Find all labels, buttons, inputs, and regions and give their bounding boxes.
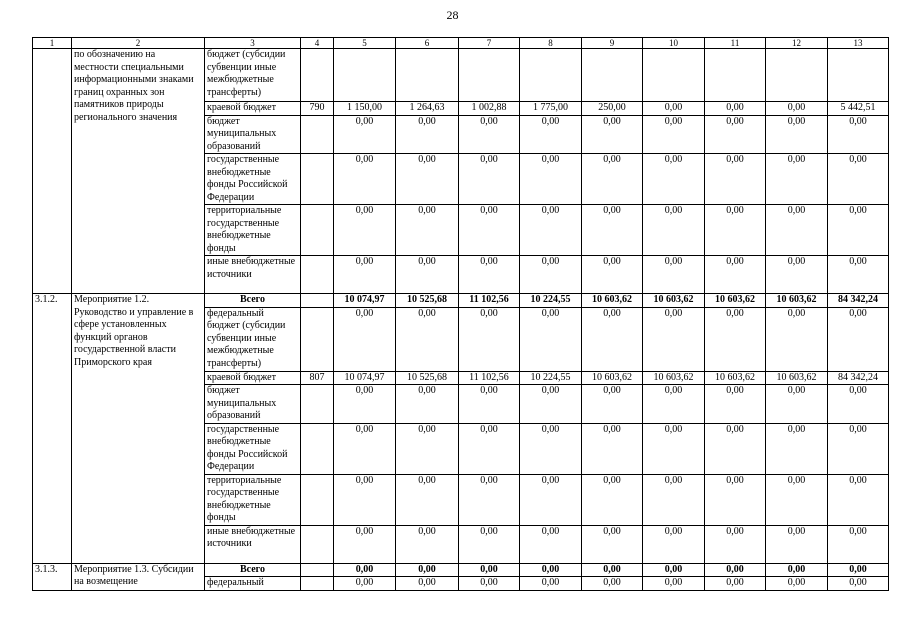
value-cell: 0,00 [459,563,520,577]
value-cell: 0,00 [705,102,766,116]
value-cell: 0,00 [705,474,766,525]
value-cell: 0,00 [643,577,705,591]
value-cell: 0,00 [334,563,396,577]
value-cell: 0,00 [828,525,889,563]
value-cell: 0,00 [766,423,828,474]
funding-source: бюджет муниципальных образований [205,115,301,154]
value-cell [459,49,520,102]
table-row [33,49,889,102]
column-header: 10 [643,38,705,49]
value-cell: 0,00 [766,577,828,591]
value-cell: 10 603,62 [705,371,766,385]
value-cell: 0,00 [334,385,396,424]
value-cell: 0,00 [520,154,582,205]
value-cell: 0,00 [582,385,643,424]
value-cell: 10 074,97 [334,371,396,385]
value-cell: 0,00 [396,525,459,563]
value-cell: 0,00 [705,154,766,205]
column-header: 1 [33,38,72,49]
value-cell: 0,00 [459,205,520,256]
value-cell: 0,00 [459,115,520,154]
value-cell: 0,00 [520,474,582,525]
value-cell: 0,00 [643,563,705,577]
funding-source: иные внебюджетные источники [205,525,301,563]
value-cell: 0,00 [459,385,520,424]
value-cell: 0,00 [396,154,459,205]
value-cell: 0,00 [582,307,643,371]
value-cell: 0,00 [766,115,828,154]
value-cell: 0,00 [334,307,396,371]
grbs-code [301,115,334,154]
budget-table [32,37,889,591]
value-cell: 0,00 [520,256,582,294]
value-cell: 0,00 [334,525,396,563]
value-cell: 10 224,55 [520,294,582,308]
value-cell: 0,00 [705,256,766,294]
value-cell: 0,00 [766,102,828,116]
value-cell: 0,00 [396,205,459,256]
value-cell: 10 603,62 [766,294,828,308]
value-cell: 0,00 [643,256,705,294]
value-cell: 10 603,62 [582,294,643,308]
value-cell: 0,00 [643,205,705,256]
value-cell: 0,00 [828,307,889,371]
value-cell: 0,00 [582,525,643,563]
grbs-code [301,256,334,294]
value-cell: 0,00 [643,385,705,424]
value-cell: 0,00 [828,563,889,577]
value-cell: 0,00 [396,385,459,424]
column-header: 11 [705,38,766,49]
value-cell: 0,00 [334,154,396,205]
value-cell: 0,00 [582,423,643,474]
value-cell: 10 603,62 [582,371,643,385]
grbs-code: 790 [301,102,334,116]
value-cell: 0,00 [643,102,705,116]
funding-source: бюджет муниципальных образований [205,385,301,424]
funding-source: иные внебюджетные источники [205,256,301,294]
column-header: 12 [766,38,828,49]
table-row-total [33,563,889,577]
value-cell: 0,00 [582,474,643,525]
value-cell: 0,00 [766,307,828,371]
value-cell: 10 603,62 [643,371,705,385]
value-cell: 10 074,97 [334,294,396,308]
column-header: 6 [396,38,459,49]
value-cell: 1 150,00 [334,102,396,116]
grbs-code [301,577,334,591]
value-cell: 0,00 [705,525,766,563]
value-cell: 0,00 [459,307,520,371]
value-cell: 0,00 [766,205,828,256]
value-cell: 10 603,62 [766,371,828,385]
value-cell: 11 102,56 [459,371,520,385]
value-cell: 0,00 [828,577,889,591]
item-code: 3.1.3. [33,563,72,590]
value-cell: 0,00 [459,154,520,205]
funding-source: территориальные государственные внебюджетные фонды [205,474,301,525]
funding-source: Всего [205,294,301,308]
value-cell: 0,00 [828,154,889,205]
funding-source: федеральный бюджет (субсидии субвенции иные межбюджетные трансферты) [205,307,301,371]
value-cell: 0,00 [459,423,520,474]
grbs-code [301,385,334,424]
item-name: Мероприятие 1.2. Руководство и управление в сфере установленных функций органов государственной власти Приморского края [72,294,205,564]
value-cell: 0,00 [828,474,889,525]
value-cell: 0,00 [520,577,582,591]
value-cell: 0,00 [705,563,766,577]
grbs-code [301,474,334,525]
value-cell: 10 525,68 [396,371,459,385]
value-cell: 0,00 [334,115,396,154]
value-cell: 0,00 [643,525,705,563]
grbs-code [301,423,334,474]
value-cell: 0,00 [582,154,643,205]
funding-source: федеральный [205,577,301,591]
value-cell [520,49,582,102]
value-cell: 0,00 [828,205,889,256]
item-code [33,49,72,294]
value-cell: 0,00 [520,525,582,563]
value-cell: 0,00 [396,423,459,474]
grbs-code [301,307,334,371]
funding-source: бюджет (субсидии субвенции иные межбюджетные трансферты) [205,49,301,102]
value-cell: 0,00 [334,256,396,294]
value-cell: 0,00 [766,154,828,205]
grbs-code [301,154,334,205]
grbs-code: 807 [301,371,334,385]
funding-source: Всего [205,563,301,577]
funding-source: краевой бюджет [205,371,301,385]
value-cell [705,49,766,102]
column-header: 13 [828,38,889,49]
grbs-code [301,525,334,563]
value-cell: 1 775,00 [520,102,582,116]
value-cell: 0,00 [766,385,828,424]
column-header: 9 [582,38,643,49]
value-cell: 0,00 [582,563,643,577]
value-cell [582,49,643,102]
grbs-code [301,294,334,308]
page-number: 28 [446,8,459,22]
value-cell: 250,00 [582,102,643,116]
value-cell: 11 102,56 [459,294,520,308]
value-cell: 0,00 [828,256,889,294]
value-cell: 0,00 [459,474,520,525]
value-cell: 5 442,51 [828,102,889,116]
column-header: 5 [334,38,396,49]
value-cell: 0,00 [828,423,889,474]
value-cell: 0,00 [582,115,643,154]
value-cell: 0,00 [582,577,643,591]
grbs-code [301,563,334,577]
table-body [33,49,889,591]
value-cell: 0,00 [334,474,396,525]
value-cell: 0,00 [705,115,766,154]
column-header: 7 [459,38,520,49]
value-cell [643,49,705,102]
value-cell: 0,00 [705,423,766,474]
column-header: 8 [520,38,582,49]
value-cell: 84 342,24 [828,371,889,385]
value-cell: 0,00 [396,474,459,525]
value-cell: 0,00 [396,256,459,294]
funding-source: территориальные государственные внебюджетные фонды [205,205,301,256]
value-cell: 0,00 [828,115,889,154]
value-cell: 0,00 [396,115,459,154]
column-header-row [33,38,889,49]
value-cell: 0,00 [520,423,582,474]
value-cell: 0,00 [520,563,582,577]
funding-source: государственные внебюджетные фонды Российской Федерации [205,423,301,474]
value-cell: 0,00 [766,474,828,525]
item-name: Мероприятие 1.3. Субсидии на возмещение [72,563,205,590]
value-cell: 0,00 [459,525,520,563]
value-cell: 0,00 [582,205,643,256]
value-cell: 10 603,62 [705,294,766,308]
value-cell: 0,00 [643,154,705,205]
value-cell: 1 002,88 [459,102,520,116]
value-cell: 0,00 [520,205,582,256]
value-cell: 0,00 [705,307,766,371]
value-cell: 0,00 [396,563,459,577]
value-cell: 10 525,68 [396,294,459,308]
value-cell: 10 603,62 [643,294,705,308]
value-cell: 0,00 [459,577,520,591]
value-cell: 0,00 [334,577,396,591]
value-cell: 0,00 [459,256,520,294]
value-cell: 0,00 [766,563,828,577]
value-cell: 0,00 [766,525,828,563]
funding-source: краевой бюджет [205,102,301,116]
value-cell: 0,00 [582,256,643,294]
value-cell: 0,00 [643,307,705,371]
value-cell: 0,00 [643,423,705,474]
value-cell [828,49,889,102]
value-cell [334,49,396,102]
value-cell: 1 264,63 [396,102,459,116]
value-cell: 0,00 [520,115,582,154]
column-header: 4 [301,38,334,49]
value-cell: 0,00 [705,577,766,591]
column-header: 2 [72,38,205,49]
value-cell: 0,00 [705,205,766,256]
value-cell: 0,00 [396,577,459,591]
value-cell: 0,00 [520,307,582,371]
value-cell: 0,00 [766,256,828,294]
value-cell: 0,00 [828,385,889,424]
value-cell: 0,00 [520,385,582,424]
value-cell [396,49,459,102]
value-cell: 0,00 [705,385,766,424]
item-code: 3.1.2. [33,294,72,564]
value-cell: 0,00 [643,115,705,154]
table-row-total [33,294,889,308]
value-cell: 0,00 [643,474,705,525]
value-cell: 0,00 [396,307,459,371]
value-cell: 10 224,55 [520,371,582,385]
item-name: по обозначению на местности специальными информационными знаками границ охранных зон памятников природы регионального значения [72,49,205,294]
value-cell: 0,00 [334,205,396,256]
grbs-code [301,49,334,102]
funding-source: государственные внебюджетные фонды Российской Федерации [205,154,301,205]
grbs-code [301,205,334,256]
value-cell: 84 342,24 [828,294,889,308]
value-cell [766,49,828,102]
value-cell: 0,00 [334,423,396,474]
column-header: 3 [205,38,301,49]
